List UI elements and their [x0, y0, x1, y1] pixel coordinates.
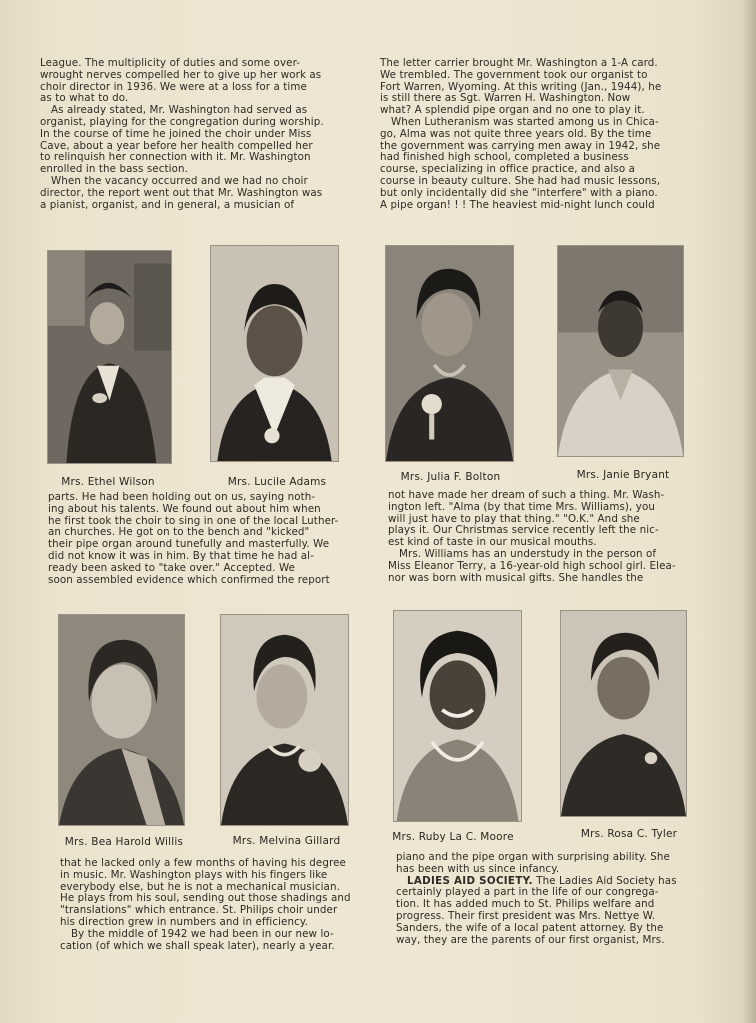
text-line: Miss Eleanor Terry, a 16-year-old high school girl. Elea- — [388, 559, 676, 572]
portrait-photo — [210, 245, 339, 462]
text-line: director, the report went out that Mr. Washington was — [40, 186, 323, 199]
portrait-caption: Mrs. Melvina Gillard — [232, 835, 341, 847]
text-line: He plays from his soul, sending out those shadings and — [60, 892, 351, 905]
text-line: will just have to play that thing." "O.K." And she — [388, 512, 640, 525]
text-line: to relinquish her connection with it. Mr. Washington — [40, 151, 311, 164]
text-line: progress. Their first president was Mrs. Nettye W. — [396, 909, 656, 922]
text-line: ington left. "Alma (by that time Mrs. Williams), you — [388, 500, 655, 513]
text-line: As already stated, Mr. Washington had served as — [51, 104, 308, 117]
text-line: plays it. Our Christmas service recently left the nic- — [388, 524, 659, 537]
text-line: parts. He had been holding out on us, saying noth- — [48, 491, 316, 503]
text-line: a pianist, organist, and in general, a musician of — [40, 198, 295, 211]
text-line: ing about his talents. We found out about him when — [48, 502, 321, 515]
text-line: certainly played a part in the life of our congrega- — [396, 886, 659, 899]
portrait-photo — [385, 245, 514, 462]
text-line: Sanders, the wife of a local patent attorney. By the — [396, 921, 664, 934]
text-line: soon assembled evidence which confirmed the report — [48, 573, 330, 586]
portrait-caption: Mrs. Ethel Wilson — [61, 476, 155, 488]
text-line: League. The multiplicity of duties and some over- — [40, 57, 301, 69]
text-line: an churches. He got on to the bench and "kicked" — [48, 526, 310, 539]
text-line: piano and the pipe organ with surprising ability. She — [396, 851, 670, 863]
text-line: way, they are the parents of our first organist, Mrs. — [396, 933, 665, 946]
page-edge-shadow — [742, 0, 756, 1023]
text-line: did not know it was in him. By that time he had al- — [48, 549, 314, 562]
text-line: ready been asked to "take over." Accepted. We — [48, 561, 296, 574]
bottom-right-text-column — [396, 852, 677, 946]
text-line: in music. Mr. Washington plays with his fingers like — [60, 868, 328, 881]
text-line: Cave, about a year before her health compelled her — [40, 139, 313, 152]
text-line: course in beauty culture. She had had music lessons, — [380, 174, 661, 187]
middle-left-text-column — [48, 492, 339, 586]
portrait-caption: Mrs. Julia F. Bolton — [400, 471, 501, 483]
bottom-left-text-column — [60, 858, 351, 952]
text-line: We trembled. The government took our organist to — [380, 68, 648, 81]
text-line: est kind of taste in our musical mouths. — [388, 536, 597, 549]
portrait-photo — [393, 610, 522, 822]
top-left-text-column — [40, 58, 324, 211]
text-line: the government was carrying men away in 1942, she — [380, 139, 661, 152]
portrait-photo — [47, 250, 172, 464]
text-line: as to what to do. — [40, 92, 129, 105]
text-line: The letter carrier brought Mr. Washington a 1-A card. — [380, 57, 658, 69]
text-line: By the middle of 1942 we had been in our new lo- — [71, 927, 334, 940]
portrait-caption: Mrs. Ruby La C. Moore — [392, 831, 514, 843]
text-line: cation (of which we shall speak later), nearly a year. — [60, 939, 335, 952]
text-line: his direction grew in numbers and in efficiency. — [60, 915, 308, 928]
text-line: had finished high school, completed a business — [380, 151, 629, 164]
text-line: nor was born with musical gifts. She handles the — [388, 571, 644, 584]
text-line: "translations" which entrance. St. Philips choir under — [60, 904, 338, 917]
text-line: but only incidentally did she "interfere" with a piano. — [380, 186, 658, 199]
text-line-rest: The Ladies Aid Society has — [532, 874, 677, 887]
portrait-photo — [220, 614, 349, 826]
text-line: not have made her dream of such a thing. Mr. Wash- — [388, 489, 665, 501]
portrait-caption: Mrs. Rosa C. Tyler — [580, 828, 678, 840]
section-heading: LADIES AID SOCIETY. — [407, 874, 533, 887]
text-line: A pipe organ! ! ! The heaviest mid-night lunch could — [380, 198, 655, 211]
portrait-caption: Mrs. Lucile Adams — [227, 476, 327, 488]
text-line: everybody else, but he is not a mechanical musician. — [60, 880, 340, 893]
text-line: Mrs. Williams has an understudy in the person of — [399, 547, 657, 560]
text-line: Fort Warren, Wyoming. At this writing (Jan., 1944), he — [380, 80, 662, 93]
text-line: organist, playing for the congregation during worship. — [40, 115, 324, 128]
portrait-caption: Mrs. Janie Bryant — [576, 469, 670, 481]
text-line: what? A splendid pipe organ and no one to play it. — [380, 104, 645, 117]
text-line: that he lacked only a few months of having his degree — [60, 857, 346, 869]
text-line: tion. It has added much to St. Philips welfare and — [396, 898, 655, 911]
text-line: their pipe organ around tunefully and masterfully. We — [48, 538, 330, 551]
portrait-photo — [560, 610, 687, 817]
text-line: is still there as Sgt. Warren H. Washington. Now — [380, 92, 631, 105]
text-line: wrought nerves compelled her to give up her work as — [40, 68, 322, 81]
top-right-text-column — [380, 58, 661, 211]
portrait-caption: Mrs. Bea Harold Willis — [64, 836, 184, 848]
text-line: In the course of time he joined the choir under Miss — [40, 127, 312, 140]
text-line: he first took the choir to sing in one of the local Luther- — [48, 514, 339, 527]
middle-right-text-column — [388, 490, 676, 584]
text-line: has been with us since infancy. — [396, 862, 560, 875]
text-line: course, specializing in office practice, and also a — [380, 163, 636, 176]
text-line: go, Alma was not quite three years old. By the time — [380, 127, 652, 140]
portrait-photo — [557, 245, 684, 457]
text-line: When the vacancy occurred and we had no choir — [51, 174, 308, 187]
portrait-photo — [58, 614, 185, 826]
text-line: choir director in 1936. We were at a loss for a time — [40, 80, 307, 93]
text-line: When Lutheranism was started among us in Chica- — [391, 115, 659, 128]
text-line: enrolled in the bass section. — [40, 163, 188, 176]
